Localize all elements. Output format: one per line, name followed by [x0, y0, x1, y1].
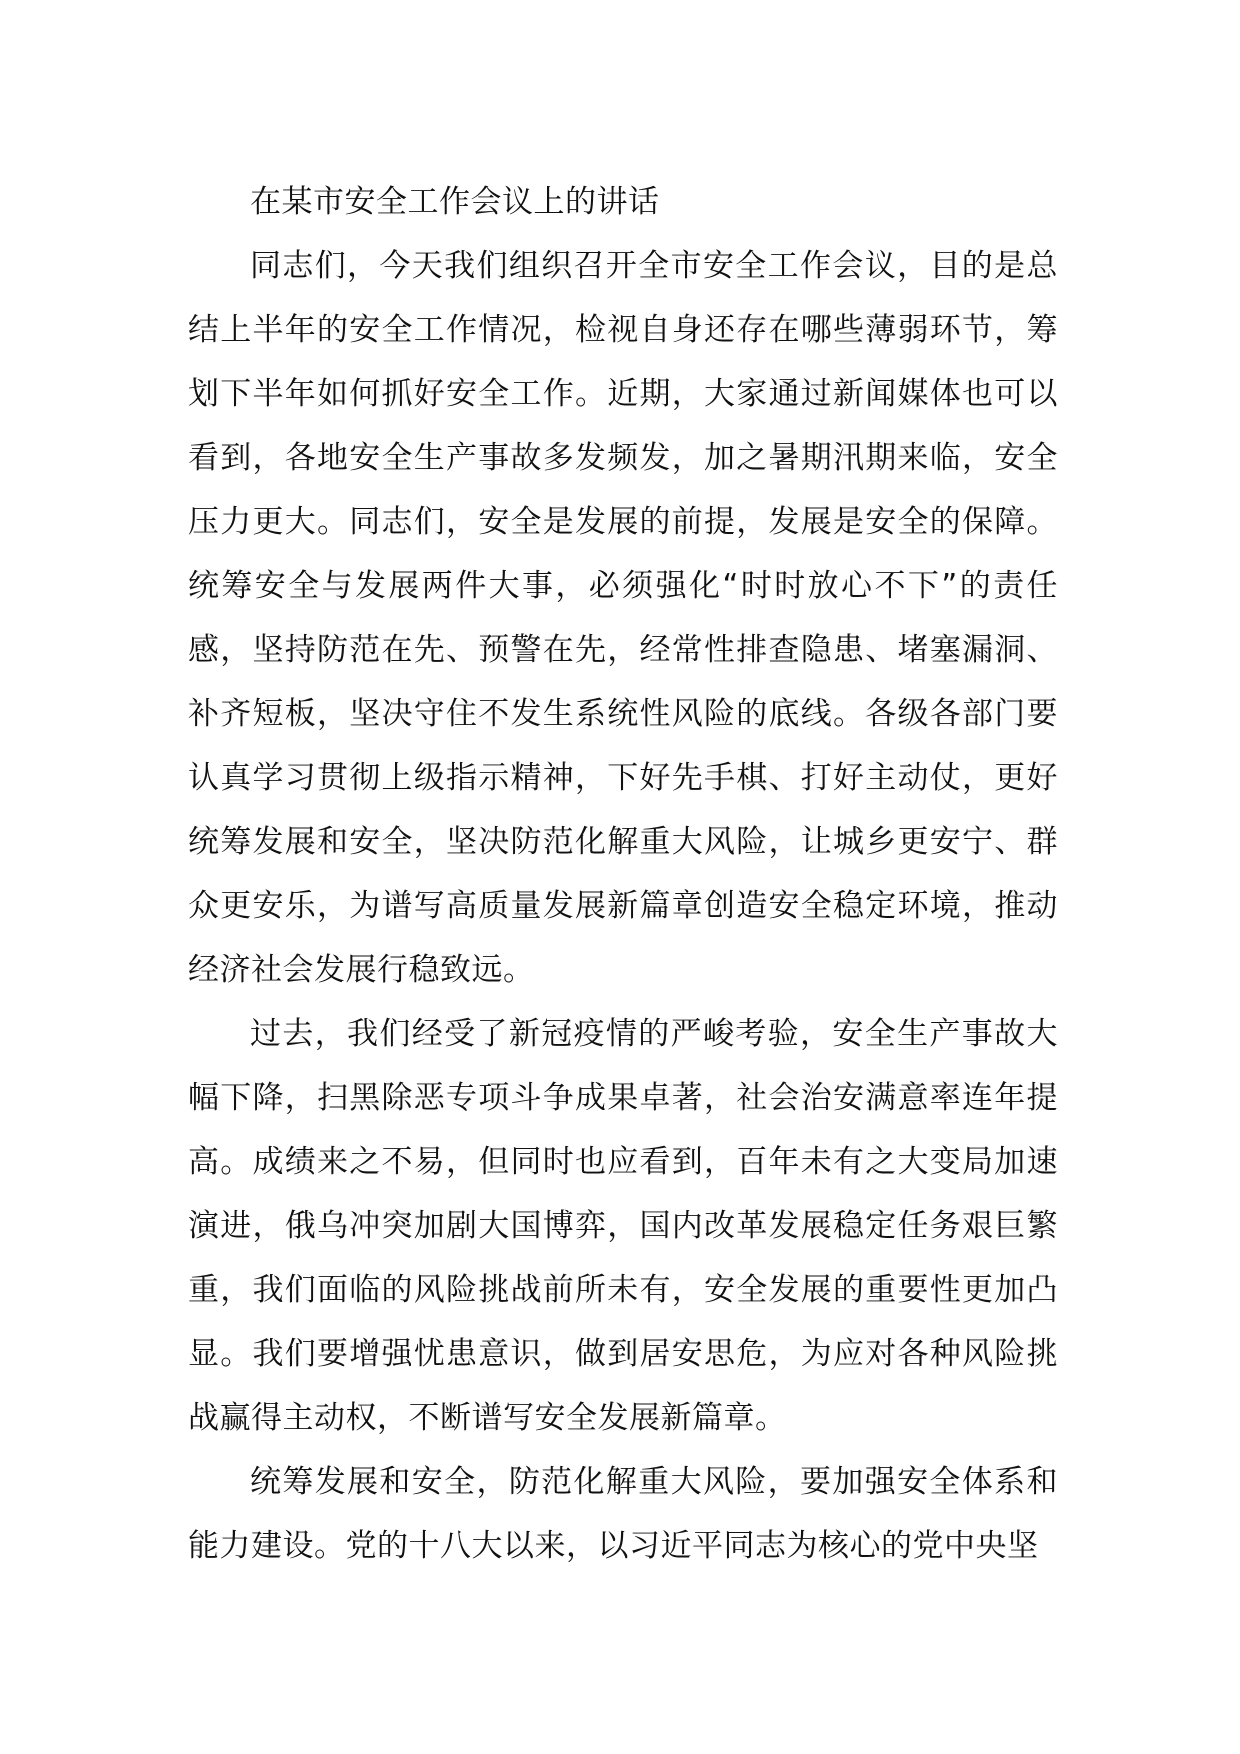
paragraph-1: 同志们，今天我们组织召开全市安全工作会议，目的是总结上半年的安全工作情况，检视自身还存在哪些薄弱环节，筹划下半年如何抓好安全工作。近期，大家通过新闻媒体也可以看到，各地安全生产事故多发频发，加之暑期汛期来临，安全压力更大。同志们，安全是发展的前提，发展是安全的保障。统筹安全与发展两件大事，必须强化“时时放心不下”的责任感，坚持防范在先、预警在先，经常性排查隐患、堵塞漏洞、补齐短板，坚决守住不发生系统性风险的底线。各级各部门要认真学习贯彻上级指示精神，下好先手棋、打好主动仗，更好统筹发展和安全，坚决防范化解重大风险，让城乡更安宁、群众更安乐，为谱写高质量发展新篇章创造安全稳定环境，推动经济社会发展行稳致远。 [188, 248, 1058, 988]
document-title: 在某市安全工作会议上的讲话 [250, 184, 660, 220]
document-body [188, 170, 1058, 1578]
paragraph-2: 过去，我们经受了新冠疫情的严峻考验，安全生产事故大幅下降，扫黑除恶专项斗争成果卓著，社会治安满意率连年提高。成绩来之不易，但同时也应看到，百年未有之大变局加速演进，俄乌冲突加剧大国博弈，国内改革发展稳定任务艰巨繁重，我们面临的风险挑战前所未有，安全发展的重要性更加凸显。我们要增强忧患意识，做到居安思危，为应对各种风险挑战赢得主动权，不断谱写安全发展新篇章。 [188, 1016, 1058, 1436]
paragraph-3: 统筹发展和安全，防范化解重大风险，要加强安全体系和能力建设。党的十八大以来，以习近平同志为核心的党中央坚 [188, 1464, 1058, 1564]
